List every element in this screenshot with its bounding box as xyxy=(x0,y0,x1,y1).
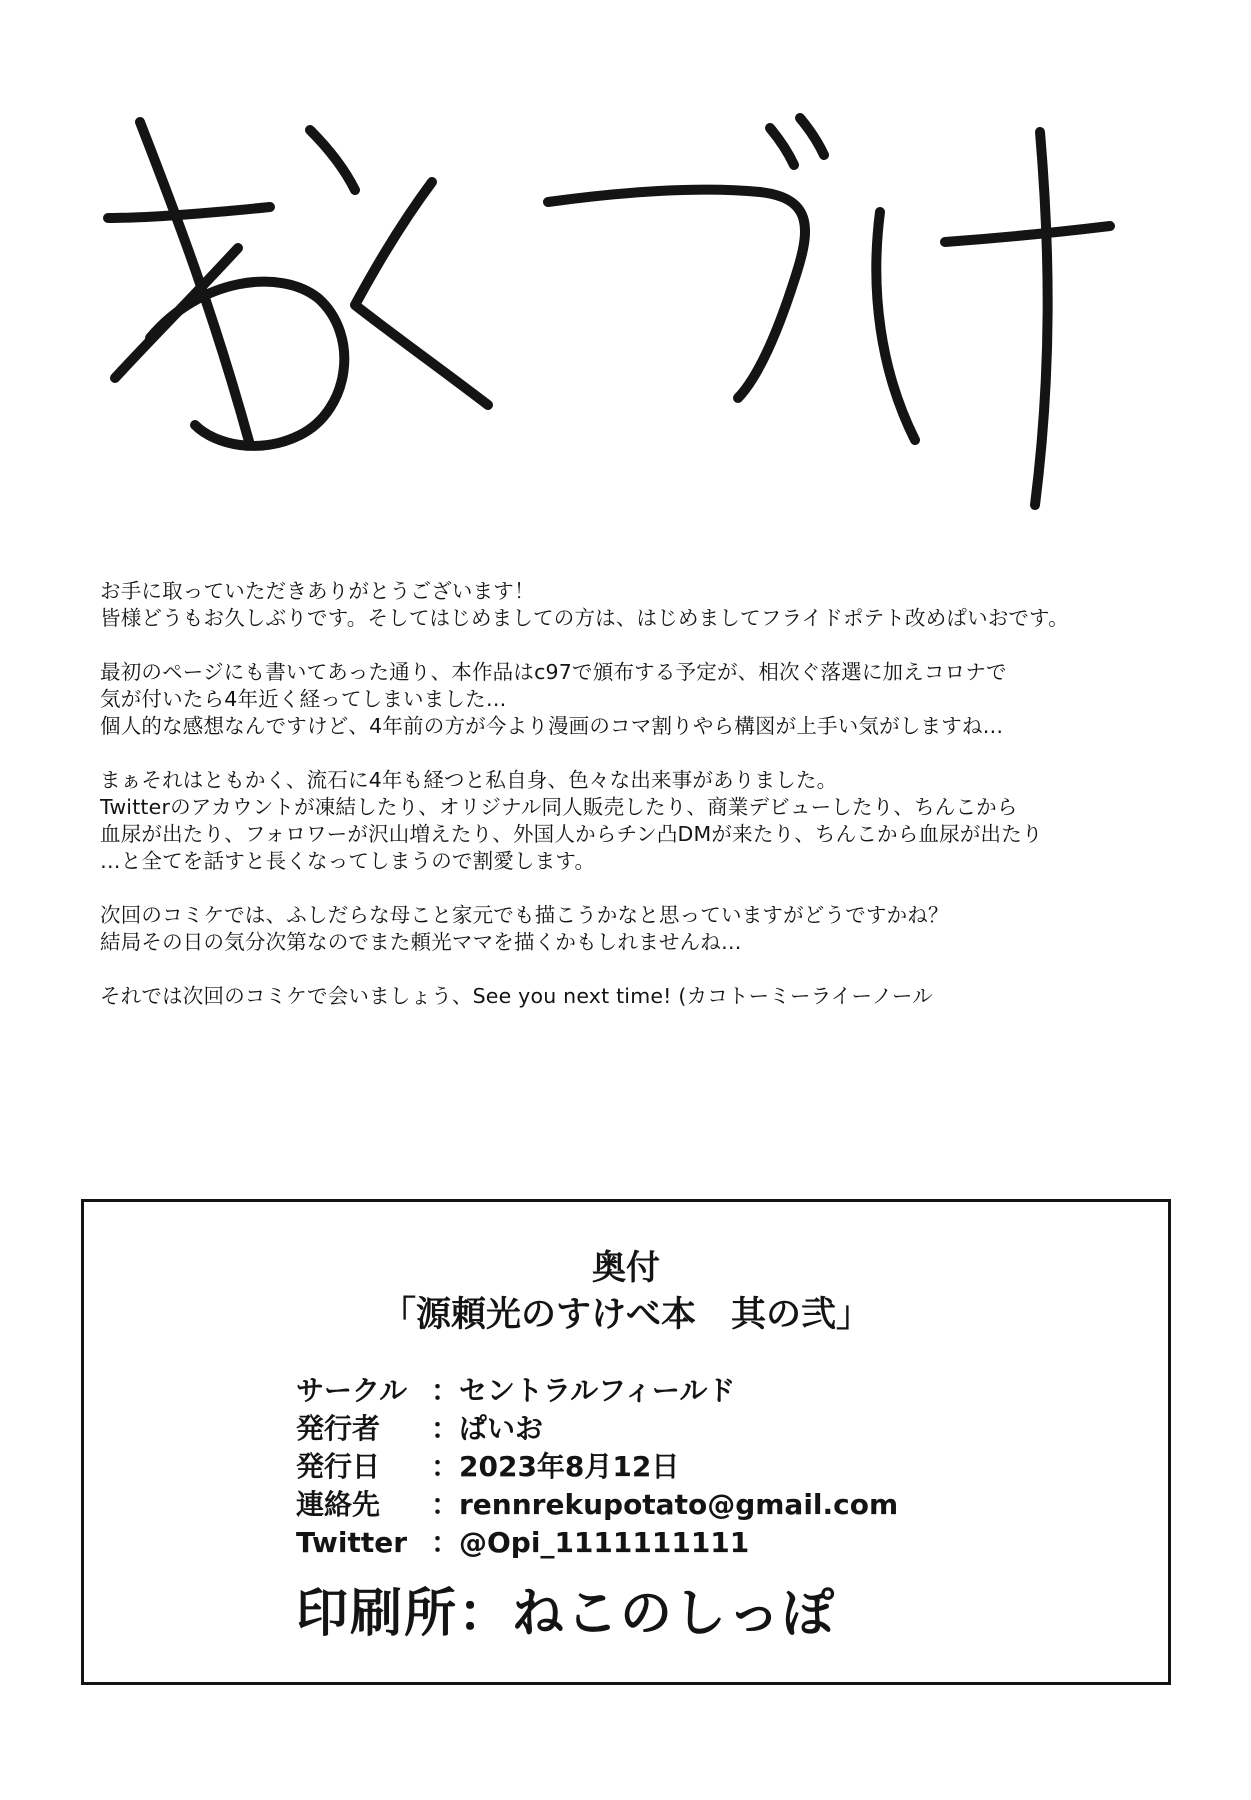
message-line: 気が付いたら4年近く経ってしまいました… xyxy=(100,687,507,711)
handwritten-title-okuzuke-icon xyxy=(0,0,1251,560)
colophon-heading: 奥付 xyxy=(592,1248,660,1288)
message-line: 個人的な感想なんですけど、4年前の方が今より漫画のコマ割りやら構図が上手い気がしますね… xyxy=(100,714,1004,738)
info-value: ：rennrekupotato@gmail.com xyxy=(431,1488,899,1521)
message-line: 最初のページにも書いてあった通り、本作品はc97で頒布する予定が、相次ぐ落選に加えコロナで xyxy=(100,660,1007,684)
message-line: お手に取っていただきありがとうございます！ xyxy=(100,579,535,603)
info-value: ：2023年8月12日 xyxy=(431,1450,680,1483)
afterword-message xyxy=(100,578,1160,1037)
paragraph-3 xyxy=(100,767,1160,875)
message-line: 血尿が出たり、フォロワーが沢山増えたり、外国人からチン凸DMが来たり、ちんこから血尿が出たり xyxy=(100,822,1043,846)
handwritten-title xyxy=(0,0,1251,560)
message-line: まぁそれはともかく、流石に4年も経つと私自身、色々な出来事がありました。 xyxy=(100,768,838,792)
info-row-date xyxy=(296,1448,898,1486)
info-row-circle xyxy=(296,1372,898,1410)
info-key: 発行者 xyxy=(296,1412,381,1445)
colophon-info xyxy=(296,1372,898,1562)
info-value: ：ぱいお xyxy=(431,1412,544,1445)
message-line: それでは次回のコミケで会いましょう、See you next time! (カコトーミーライーノール xyxy=(100,984,933,1008)
info-key: 発行日 xyxy=(296,1450,381,1483)
book-title: 「源頼光のすけべ本 其の弐」 xyxy=(380,1295,871,1335)
message-line: 皆様どうもお久しぶりです。そしてはじめましての方は、はじめましてフライドポテト改めぱいおです。 xyxy=(100,606,1069,630)
info-key: サークル xyxy=(296,1374,408,1407)
colophon-box xyxy=(81,1199,1171,1685)
info-row-contact xyxy=(296,1486,898,1524)
info-key: 連絡先 xyxy=(296,1488,381,1521)
paragraph-5 xyxy=(100,983,1160,1010)
printer-line: 印刷所：ねこのしっぽ xyxy=(296,1584,837,1644)
message-line: 結局その日の気分次第なのでまた頼光ママを描くかもしれませんね… xyxy=(100,930,742,954)
message-line: …と全てを話すと長くなってしまうので割愛します。 xyxy=(100,849,596,873)
info-value: ：@Opi_1111111111 xyxy=(431,1526,750,1559)
info-row-publisher xyxy=(296,1410,898,1448)
info-row-twitter xyxy=(296,1524,898,1562)
message-line: 次回のコミケでは、ふしだらな母こと家元でも描こうかなと思っていますがどうですかね？ xyxy=(100,903,949,927)
message-line: Twitterのアカウントが凍結したり、オリジナル同人販売したり、商業デビューしたり、ちんこから xyxy=(100,795,1018,819)
paragraph-1 xyxy=(100,578,1160,632)
info-key: Twitter xyxy=(296,1526,408,1559)
info-value: ：セントラルフィールド xyxy=(431,1374,736,1407)
paragraph-2 xyxy=(100,659,1160,740)
paragraph-4 xyxy=(100,902,1160,956)
